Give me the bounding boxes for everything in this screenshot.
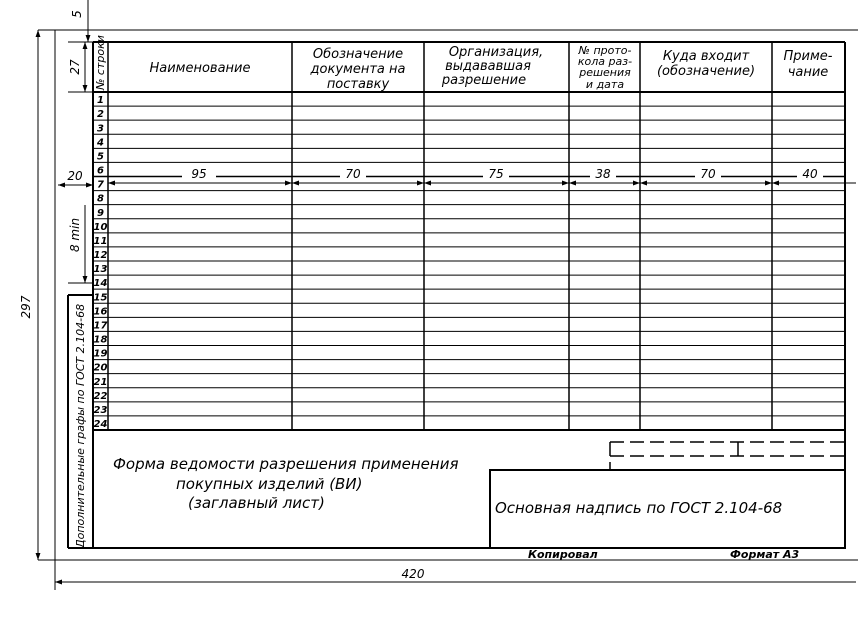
table-header <box>94 35 833 92</box>
row-number: 11 <box>93 235 108 247</box>
col-header-destination-1: Куда входит <box>662 49 750 64</box>
col-header-destination-2: (обозначение) <box>656 64 756 79</box>
row-number: 18 <box>93 334 108 346</box>
width-designation: 70 <box>345 167 361 181</box>
row-number: 15 <box>93 292 108 304</box>
row-number: 9 <box>97 207 104 219</box>
row-number: 4 <box>97 137 104 149</box>
form-title-line-3: (заглавный лист) <box>188 494 325 512</box>
width-destination: 70 <box>700 167 716 181</box>
col-header-protocol-1: № прото- <box>578 44 632 57</box>
col-header-protocol-3: решения <box>579 66 631 79</box>
dim-sheet-width: 420 <box>401 567 425 581</box>
width-protocol: 38 <box>595 167 611 181</box>
footer-copied: Копировал <box>528 548 598 561</box>
col-header-designation-2: документа на <box>310 62 406 77</box>
dim-header-height: 27 <box>68 59 82 75</box>
col-header-protocol-2: кола раз- <box>577 55 633 68</box>
dashed-stamp-box <box>610 442 845 470</box>
width-name: 95 <box>191 167 207 181</box>
footer-format: Формат А3 <box>730 548 800 561</box>
row-number: 20 <box>93 362 108 374</box>
row-number: 22 <box>93 390 108 402</box>
col-header-name: Наименование <box>149 61 251 76</box>
row-number: 8 <box>97 193 104 205</box>
row-number: 13 <box>93 264 108 276</box>
col-header-note-2: чание <box>787 65 829 80</box>
col-header-organization-1: Организация, <box>448 45 544 60</box>
column-width-labels <box>182 167 823 181</box>
row-number: 17 <box>93 320 108 332</box>
row-number: 1 <box>97 95 104 107</box>
title-block-text: Основная надпись по ГОСТ 2.104-68 <box>495 499 783 517</box>
form-title-line-2: покупных изделий (ВИ) <box>176 475 363 493</box>
row-number: 5 <box>97 151 104 163</box>
dim-top-offset: 5 <box>70 10 84 18</box>
col-header-note-1: Приме- <box>783 49 833 64</box>
col-header-organization-3: разрешение <box>441 73 527 88</box>
dim-left-margin: 20 <box>67 169 83 183</box>
row-number: 6 <box>97 165 104 177</box>
row-number: 2 <box>97 109 104 121</box>
col-header-organization-2: выдававшая <box>445 59 531 74</box>
row-number: 14 <box>93 278 108 290</box>
row-numbers <box>94 95 108 430</box>
side-label: Дополнительные графы по ГОСТ 2.104-68 <box>74 303 87 548</box>
row-lines <box>93 106 845 416</box>
width-organization: 75 <box>488 167 504 181</box>
col-header-row-number: № строки <box>94 35 107 90</box>
row-number: 3 <box>97 123 104 135</box>
row-number: 21 <box>93 376 108 388</box>
footer <box>528 548 799 561</box>
dim-sheet-height: 297 <box>19 295 33 319</box>
row-number: 7 <box>97 179 104 191</box>
form-title <box>113 455 458 512</box>
dim-row-height: 8 min <box>68 217 82 253</box>
row-number: 16 <box>93 306 108 318</box>
form-title-line-1: Форма ведомости разрешения применения <box>113 455 459 473</box>
table-grid <box>93 42 845 430</box>
col-header-designation-3: поставку <box>326 77 390 92</box>
col-header-protocol-4: и дата <box>585 78 625 91</box>
row-number: 10 <box>93 221 108 233</box>
width-note: 40 <box>802 167 818 181</box>
row-number: 12 <box>93 250 108 261</box>
row-number: 23 <box>93 404 108 416</box>
col-header-designation-1: Обозначение <box>312 47 404 62</box>
row-number: 24 <box>93 419 108 430</box>
row-number: 19 <box>93 348 108 360</box>
